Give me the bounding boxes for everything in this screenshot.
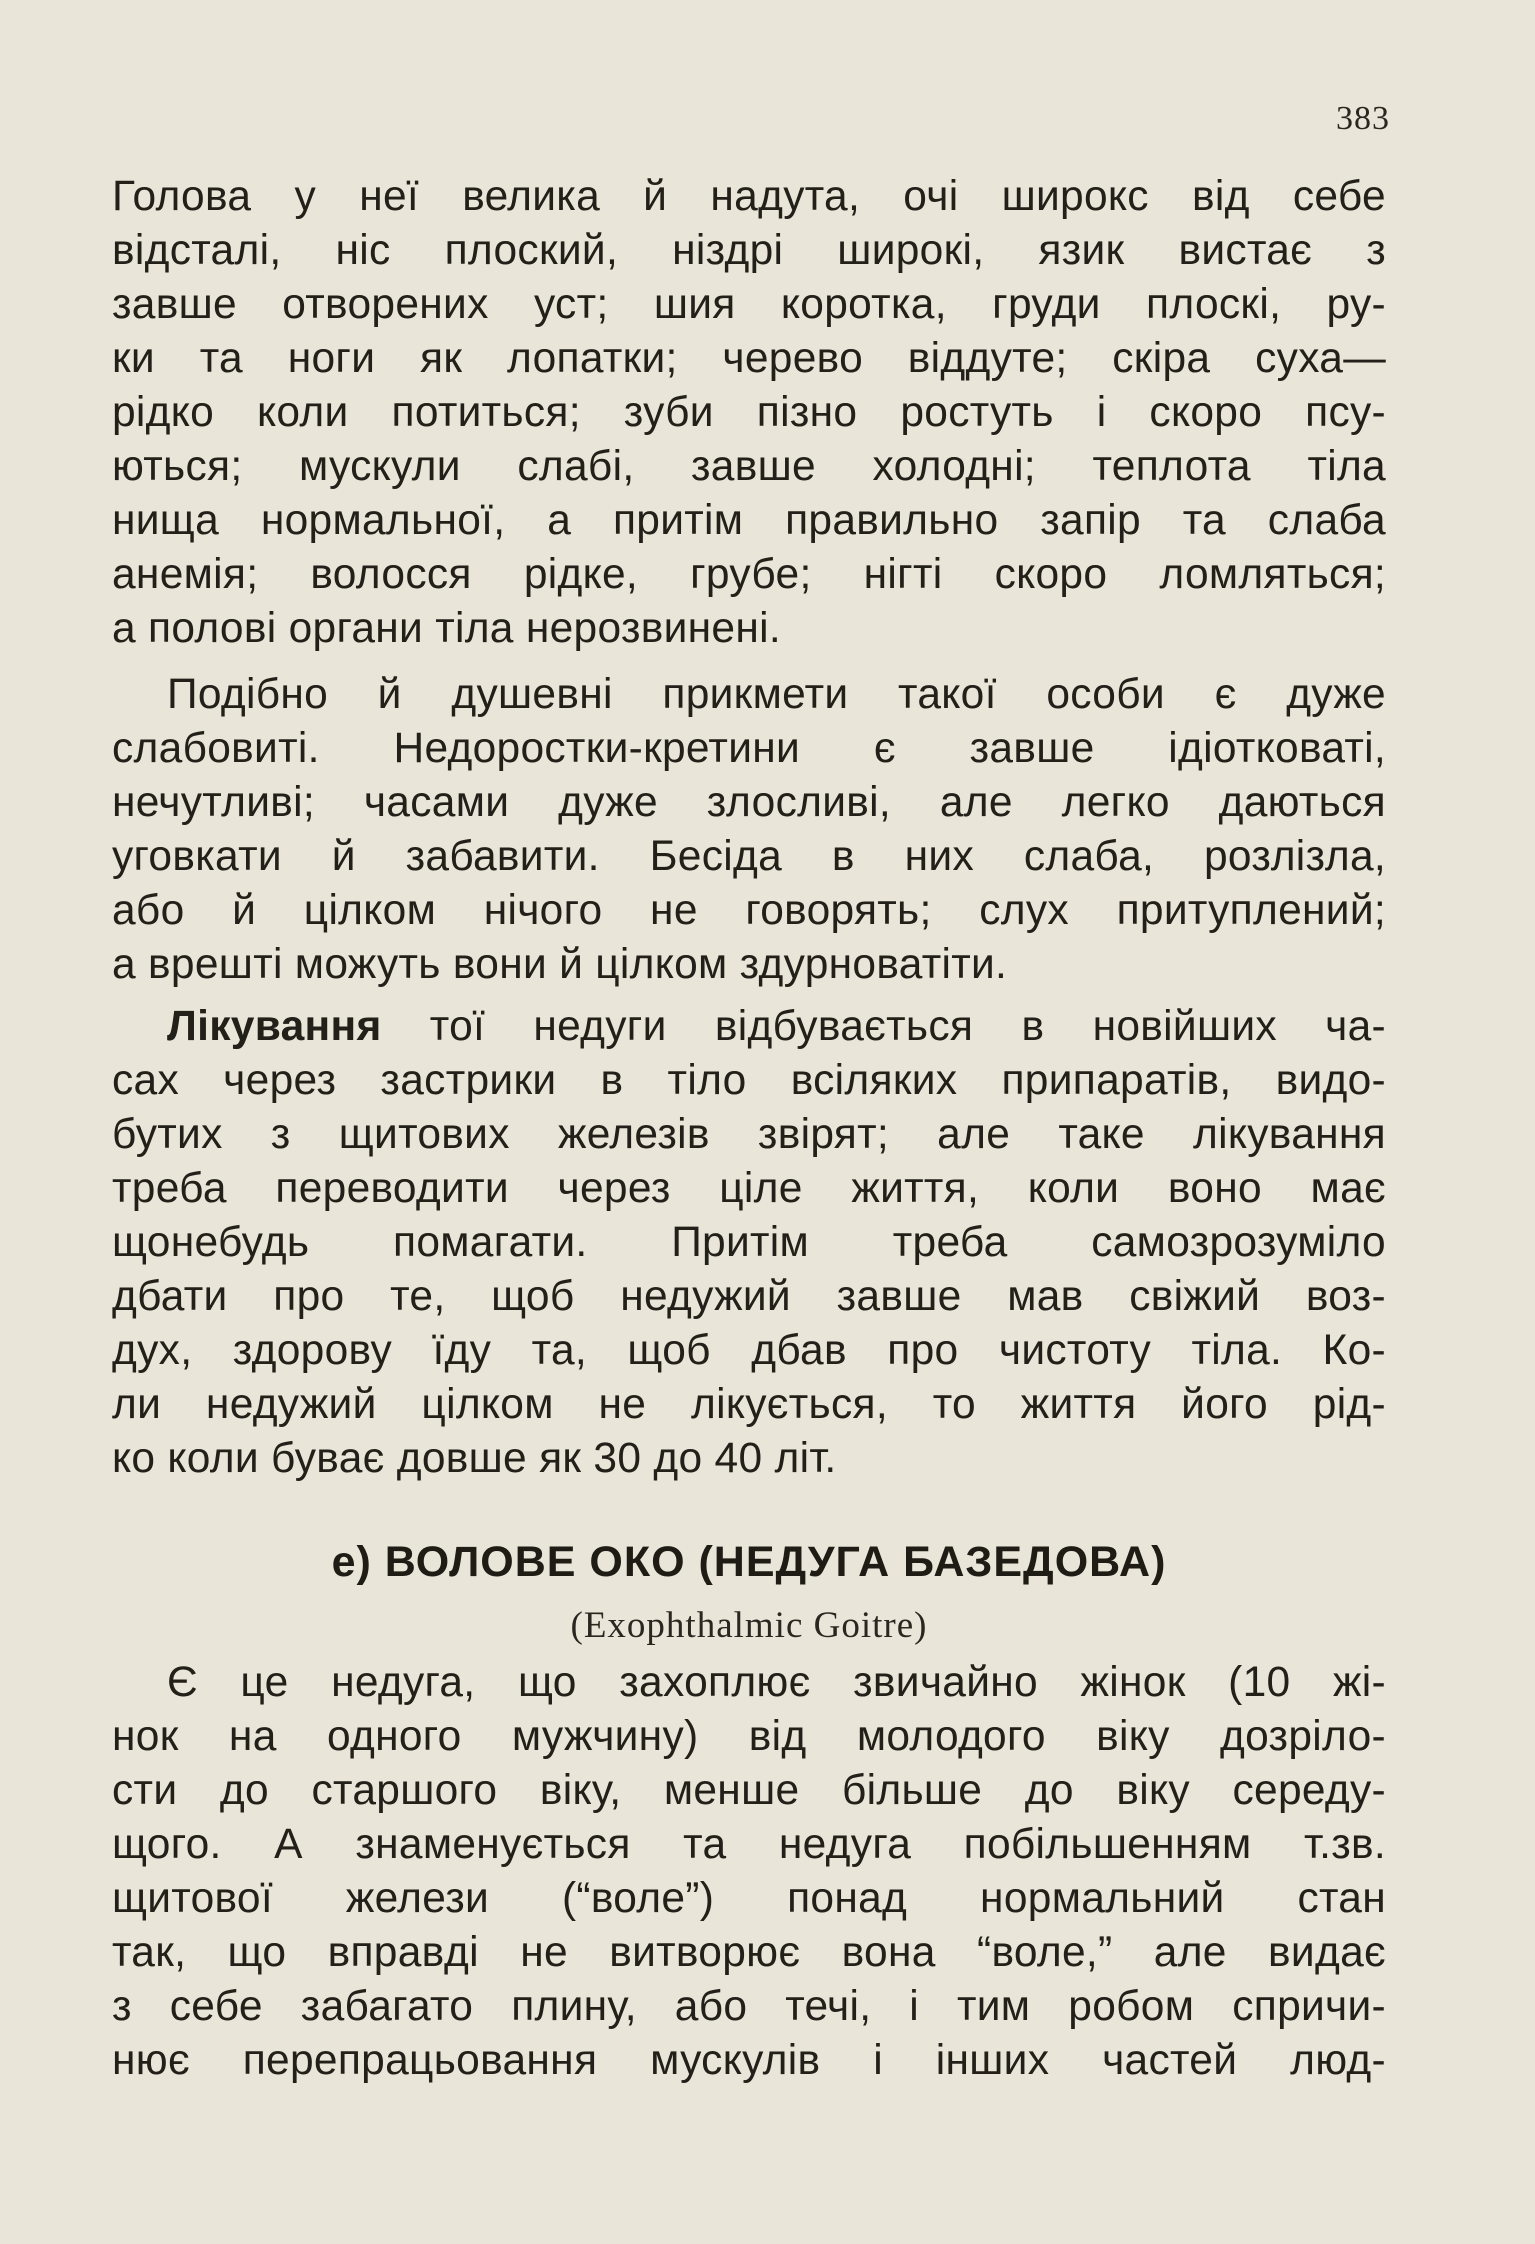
text-line: ки та ноги як лопатки; черево віддуте; скіра суха— <box>112 335 1386 382</box>
text-line: щитової желези (“воле”) понад нормальний стан <box>112 1875 1386 1922</box>
text-line: сах через застрики в тіло всіляких припаратів, видо- <box>112 1057 1386 1104</box>
paragraph-symptoms <box>112 170 1386 656</box>
text-line: нечутливі; часами дуже злосливі, але легко даються <box>112 779 1386 826</box>
paragraph-mental-traits <box>112 668 1386 992</box>
treatment-lead-word: Лікування <box>167 1003 382 1050</box>
text-line: дбати про те, щоб недужий завше мав свіжий воз- <box>112 1273 1386 1320</box>
text-line: а полові органи тіла нерозвинені. <box>112 605 781 652</box>
text-line: уговкати й забавити. Бесіда в них слаба, розлізла, <box>112 833 1386 880</box>
text-line: Є це недуга, що захоплює звичайно жінок (10 жі- <box>167 1659 1386 1706</box>
text-line: так, що вправді не витворює вона “воле,” але видає <box>112 1929 1386 1976</box>
treatment-first-line-rest: тої недуги відбувається в новійших ча- <box>381 1003 1386 1050</box>
paragraph-goitre <box>112 1656 1386 2088</box>
paragraph-treatment <box>112 1000 1386 1486</box>
text-line: щонебудь помагати. Притім треба самозрозуміло <box>112 1219 1386 1266</box>
text-line: бутих з щитових железів звірят; але таке лікування <box>112 1111 1386 1158</box>
text-line: а врешті можуть вони й цілком здурноватіти. <box>112 941 1008 988</box>
text-line: Голова у неї велика й надута, очі широкс від себе <box>112 173 1386 220</box>
text-line: ли недужий цілком не лікується, то життя його рід- <box>112 1381 1386 1428</box>
text-line: відсталі, ніс плоский, ніздрі широкі, язик вистає з <box>112 227 1386 274</box>
text-line <box>112 1000 1386 1054</box>
text-line: нює перепрацьовання мускулів і інших частей люд- <box>112 2037 1386 2084</box>
text-line: дух, здорову їду та, щоб дбав про чистоту тіла. Ко- <box>112 1327 1386 1374</box>
text-line: рідко коли потиться; зуби пізно ростуть і скоро псу- <box>112 389 1386 436</box>
text-line: треба переводити через ціле життя, коли воно має <box>112 1165 1386 1212</box>
page-number: 383 <box>1336 100 1390 137</box>
text-line: щого. А знаменується та недуга побільшенням т.зв. <box>112 1821 1386 1868</box>
text-line: Подібно й душевні прикмети такої особи є дуже <box>167 671 1386 718</box>
text-line: ються; мускули слабі, завше холодні; теплота тіла <box>112 443 1386 490</box>
text-line: анемія; волосся рідке, грубе; нігті скоро ломляться; <box>112 551 1386 598</box>
text-line: або й цілком нічого не говорять; слух притуплений; <box>112 887 1386 934</box>
text-line: нок на одного мужчину) від молодого віку дозріло- <box>112 1713 1386 1760</box>
text-line: слабовиті. Недоростки-кретини є завше ідіотковаті, <box>112 725 1386 772</box>
text-line: нища нормальної, а притім правильно запір та слаба <box>112 497 1386 544</box>
text-line: завше отворених уст; шия коротка, груди плоскі, ру- <box>112 281 1386 328</box>
text-line: з себе забагато плину, або течі, і тим робом спричи- <box>112 1983 1386 2030</box>
text-line: ко коли буває довше як 30 до 40 літ. <box>112 1435 837 1482</box>
text-line: сти до старшого віку, менше більше до віку середу- <box>112 1767 1386 1814</box>
section-heading: e) ВОЛОВЕ ОКО (НЕДУГА БАЗЕДОВА) <box>331 1538 1167 1586</box>
section-subheading: (Exophthalmic Goitre) <box>570 1605 928 1646</box>
